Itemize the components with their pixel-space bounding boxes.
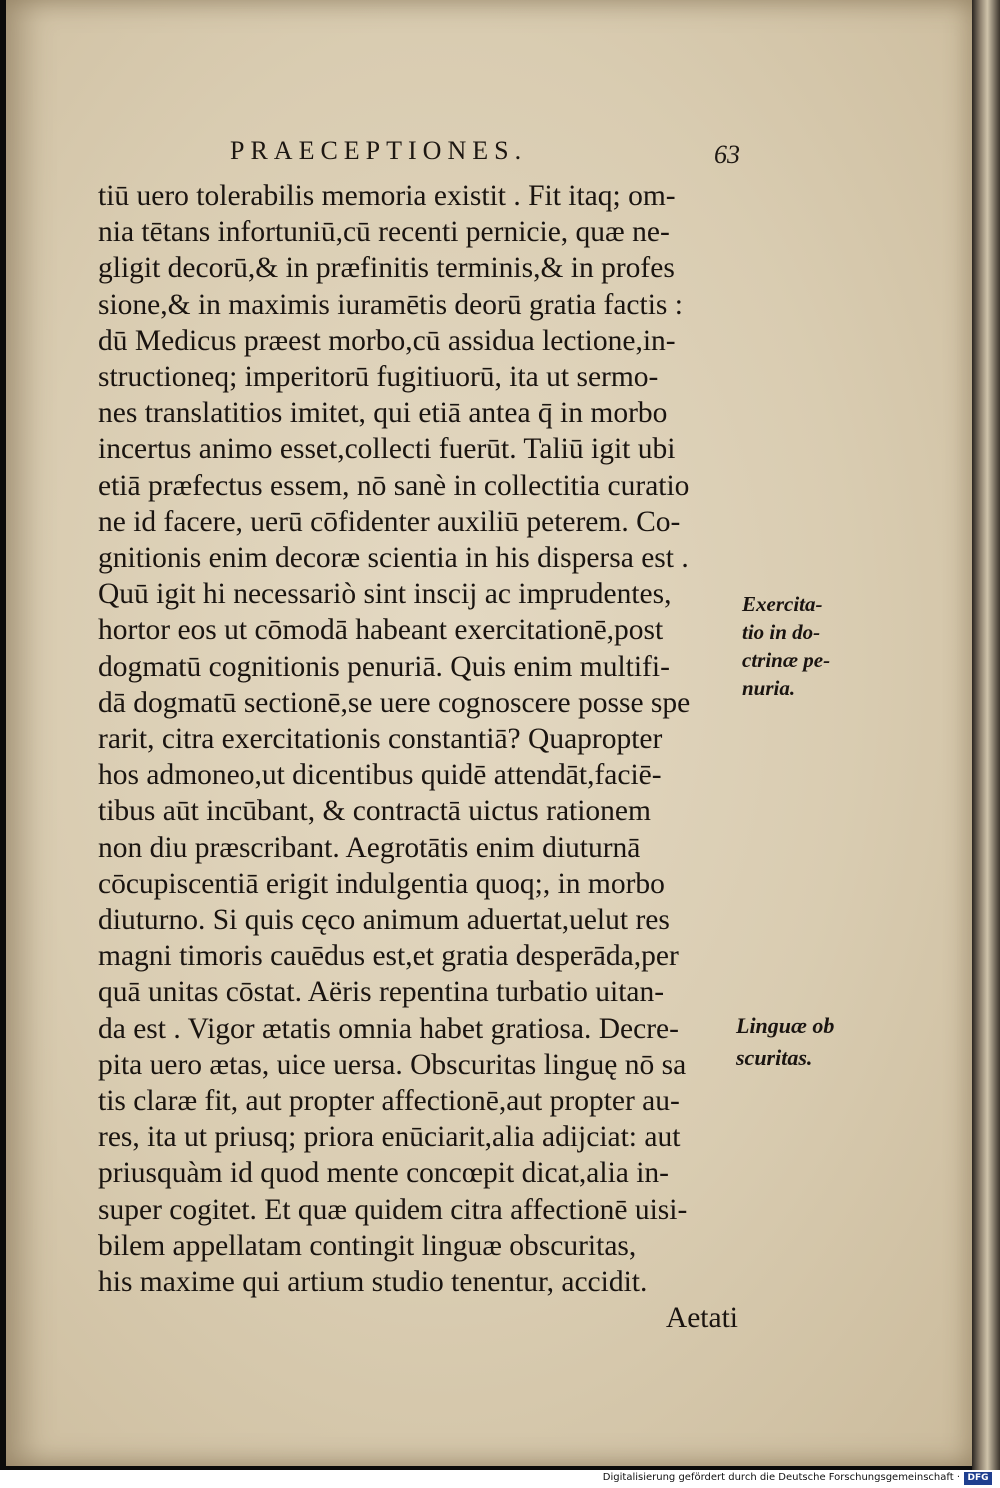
marginal-line: Linguæ ob [736,1013,835,1038]
text-line: gligit decorū,& in præfinitis terminis,& in profes [98,252,675,285]
text-line: dogmatū cognitionis penuriā. Quis enim multifi- [98,650,670,683]
text-line: ne id facere, uerū cōfidenter auxiliū peterem. Co- [98,505,681,538]
text-line: hortor eos ut cōmodā habeant exercitationē,post [98,614,664,647]
catchword: Aetati [665,1302,738,1335]
footer-bar [0,1470,1000,1488]
text-line: nia tētans infortuniū,cū recenti pernicie, quæ ne- [98,216,670,249]
text-line: sione,& in maximis iuramētis deorū gratia factis : [98,288,683,321]
text-line: priusquàm id quod mente concœpit dicat,alia in- [98,1157,670,1190]
text-line: structioneq; imperitorū fugitiuorū, ita ut sermo- [98,361,659,394]
page-number: 63 [714,140,740,169]
marginal-line: scuritas. [736,1045,813,1070]
marginal-note-exercitatio [742,590,830,702]
text-line: bilem appellatam contingit linguæ obscuritas, [98,1229,637,1262]
text-line: gnitionis enim decoræ scientia in his dispersa est . [98,542,689,575]
text-line: his maxime qui artium studio tenentur, accidit. [98,1266,648,1299]
text-line: pita uero ætas, uice uersa. Obscuritas linguę nō sa [98,1048,687,1081]
text-line: non diu præscribant. Aegrotātis enim diuturnā [98,831,641,864]
marginal-note-obscuritas [736,1010,834,1074]
marginal-line: ctrinæ pe- [742,648,831,672]
text-line: da est . Vigor ætatis omnia habet gratiosa. Decre- [98,1012,679,1045]
running-head: PRAECEPTIONES. [230,136,528,165]
text-line: Quū igit hi necessariò sint inscij ac imprudentes, [98,578,672,611]
text-line: incertus animo esset,collecti fuerūt. Taliū igit ubi [98,433,676,466]
text-line: super cogitet. Et quæ quidem citra affectionē uisi- [98,1193,688,1226]
funding-credit: Digitalisierung gefördert durch die Deutsche Forschungsgemeinschaft · [602,1472,960,1483]
text-line: nes translatitios imitet, qui etiā antea q̄ in morbo [98,397,668,430]
text-line: diuturno. Si quis cęco animum aduertat,uelut res [98,904,670,937]
marginal-line: Exercita- [742,592,823,616]
text-line: tiū uero tolerabilis memoria existit . Fit itaq; om- [98,180,676,212]
text-line: quā unitas cōstat. Aëris repentina turbatio uitan- [98,976,665,1009]
text-line: dū Medicus præest morbo,cū assidua lectione,in- [98,324,676,357]
marginal-line: tio in do- [742,620,821,644]
text-line: magni timoris cauēdus est,et gratia desperāda,per [98,940,679,973]
marginal-line: nuria. [742,676,796,700]
text-line: hos admoneo,ut dicentibus quidē attendāt,faciē- [98,759,662,792]
text-line: dā dogmatū sectionē,se uere cognoscere posse spe [98,686,691,719]
text-line: cōcupiscentiā erigit indulgentia quoq;, in morbo [98,867,665,900]
main-text-block [98,178,738,1337]
page-edge [972,0,1000,1470]
text-line: res, ita ut priusq; priora enūciarit,alia adijciat: aut [98,1121,681,1154]
text-line: rarit, citra exercitationis constantiā? Quapropter [98,723,663,756]
text-line: tibus aūt incūbant, & contractā uictus rationem [98,795,651,828]
text-line: etiā præfectus essem, nō sanè in collectitia curatio [98,469,690,502]
text-line: tis claræ fit, aut propter affectionē,aut propter au- [98,1085,680,1118]
dfg-logo: DFG [964,1472,992,1485]
